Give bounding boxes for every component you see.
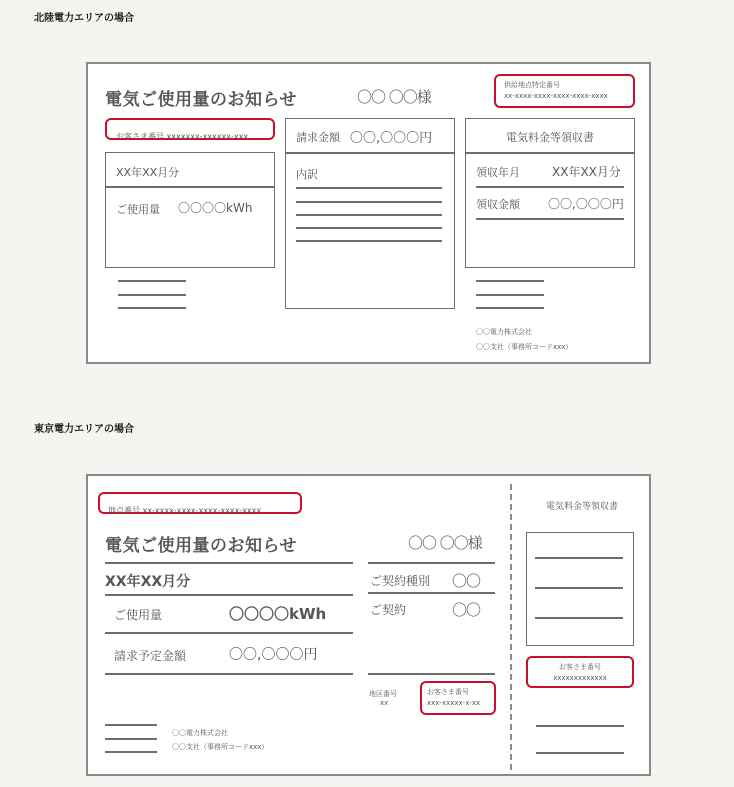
contract-value: 〇〇	[452, 601, 481, 619]
stub-receipt-title: 電気料金等領収書	[545, 502, 618, 512]
point-number-text: 地点番号 xx-xxxx-xxxx-xxxx-xxxx-xxxx	[108, 506, 262, 515]
tokyo-billing-value: 〇〇,〇〇〇円	[229, 647, 318, 663]
tokyo-usage-label: ご使用量	[114, 608, 163, 622]
stub-customer-number-box	[526, 656, 634, 688]
deco-line	[476, 294, 544, 296]
period-label: XX年XX月分	[116, 166, 180, 179]
contract-type-value: 〇〇	[452, 572, 481, 590]
perforation-line	[510, 484, 512, 770]
deco-line	[476, 280, 544, 282]
deco-line	[105, 738, 157, 740]
branch-name: 〇〇支社（事務所コードxxx）	[476, 343, 573, 351]
stub-receipt-box	[526, 532, 634, 646]
hokuriku-name: 〇〇 〇〇様	[357, 88, 431, 106]
stub-customer-value: xxxxxxxxxxxxx	[553, 674, 607, 682]
divider	[466, 152, 634, 154]
supply-point-value: xx-xxxx-xxxx-xxxx-xxxx-xxxx	[504, 92, 608, 100]
receipt-amount-value: 〇〇,〇〇〇円	[548, 197, 624, 211]
breakdown-label: 内訳	[296, 168, 318, 181]
breakdown-line	[296, 187, 442, 189]
billing-panel	[285, 118, 455, 309]
tokyo-branch-name: 〇〇支社（事務所コードxxx）	[172, 743, 269, 751]
district-label: 地区番号	[369, 690, 397, 698]
tokyo-customer-number-box	[420, 681, 496, 715]
receipt-month-value: XX年XX月分	[552, 165, 621, 179]
divider	[105, 594, 353, 596]
stub-line	[535, 587, 623, 589]
contract-label: ご契約	[370, 603, 407, 617]
tokyo-usage-value: 〇〇〇〇kWh	[229, 605, 327, 623]
divider	[368, 673, 495, 675]
stub-line	[536, 725, 624, 727]
district-value: xx	[380, 699, 389, 707]
divider	[105, 673, 353, 675]
tokyo-title: 電気ご使用量のお知らせ	[105, 536, 297, 556]
divider	[368, 562, 495, 564]
usage-label: ご使用量	[116, 203, 160, 216]
customer-number-text: お客さま番号 xxxxxxx-xxxxxx-xxx	[116, 132, 249, 141]
divider	[476, 218, 624, 220]
receipt-month-label: 領収年月	[476, 166, 520, 179]
breakdown-line	[296, 240, 442, 242]
tokyo-point-number	[98, 492, 302, 514]
billing-label: 請求金額	[296, 131, 340, 144]
breakdown-line	[296, 227, 442, 229]
deco-line	[118, 280, 186, 282]
stub-customer-label: お客さま番号	[559, 663, 601, 671]
usage-value: 〇〇〇〇kWh	[178, 201, 253, 215]
divider	[105, 562, 353, 564]
divider	[476, 186, 624, 188]
divider	[286, 152, 454, 154]
deco-line	[118, 294, 186, 296]
tokyo-period: XX年XX月分	[105, 574, 191, 590]
hokuriku-customer-number	[105, 118, 275, 140]
receipt-title: 電気料金等領収書	[506, 131, 594, 144]
hokuriku-heading: 北陸電力エリアの場合	[34, 13, 134, 24]
breakdown-line	[296, 201, 442, 203]
deco-line	[105, 724, 157, 726]
receipt-panel	[465, 118, 635, 268]
tokyo-company-name: 〇〇電力株式会社	[172, 729, 228, 737]
receipt-amount-label: 領収金額	[476, 198, 520, 211]
tokyo-bill-sample	[86, 474, 651, 776]
contract-type-label: ご契約種別	[370, 574, 431, 588]
tokyo-name: 〇〇 〇〇様	[408, 534, 482, 552]
customer-number-label: お客さま番号	[427, 688, 469, 696]
deco-line	[105, 751, 157, 753]
stub-line	[535, 617, 623, 619]
hokuriku-bill-sample	[86, 62, 651, 364]
hokuriku-supply-point-box	[494, 74, 635, 108]
breakdown-line	[296, 214, 442, 216]
tokyo-billing-label: 請求予定金額	[114, 649, 187, 663]
usage-panel	[105, 152, 275, 268]
stub-line	[536, 752, 624, 754]
deco-line	[476, 307, 544, 309]
customer-number-value: xxx-xxxxx-x-xx	[427, 699, 481, 707]
stub-line	[535, 557, 623, 559]
billing-value: 〇〇,〇〇〇円	[350, 131, 433, 146]
divider	[105, 632, 353, 634]
supply-point-label: 供給地点特定番号	[504, 81, 560, 89]
hokuriku-title: 電気ご使用量のお知らせ	[105, 90, 297, 110]
company-name: 〇〇電力株式会社	[476, 328, 532, 336]
divider	[368, 592, 495, 594]
tokyo-heading: 東京電力エリアの場合	[34, 424, 134, 435]
divider	[106, 186, 274, 188]
deco-line	[118, 307, 186, 309]
